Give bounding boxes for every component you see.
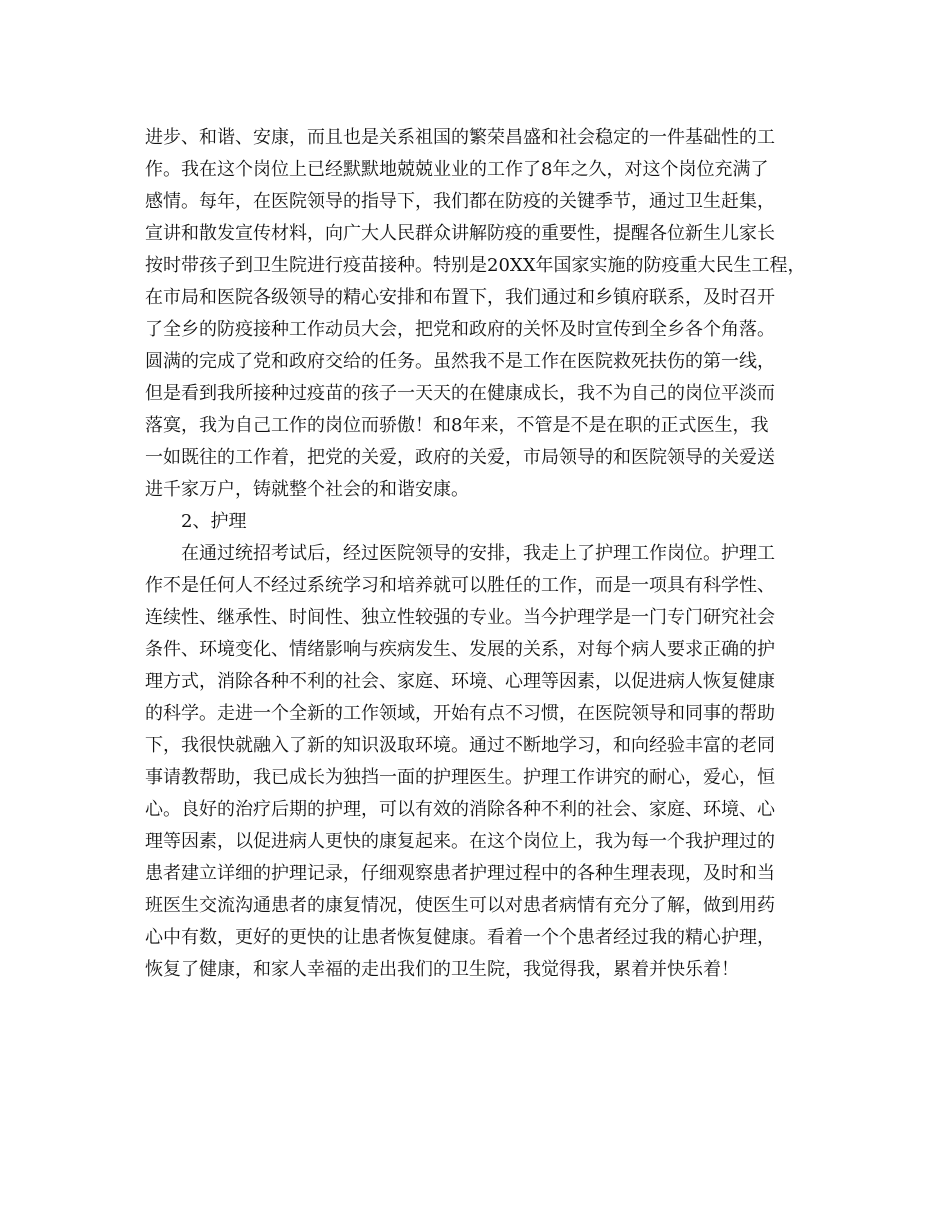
text-line: 的科学。走进一个全新的工作领域，开始有点不习惯，在医院领导和同事的帮助 bbox=[145, 703, 775, 724]
text-line: 事请教帮助，我已成长为独挡一面的护理医生。护理工作讲究的耐心，爱心，恒 bbox=[145, 767, 775, 788]
section-heading: 2、护理 bbox=[181, 511, 247, 532]
text-line: 一如既往的工作着，把党的关爱，政府的关爱，市局领导的和医院领导的关爱送 bbox=[145, 447, 775, 468]
text-line: 下，我很快就融入了新的知识汲取环境。通过不断地学习，和向经验丰富的老同 bbox=[145, 735, 775, 756]
text-line: 但是看到我所接种过疫苗的孩子一天天的在健康成长，我不为自己的岗位平淡而 bbox=[145, 383, 775, 404]
text-line: 在通过统招考试后，经过医院领导的安排，我走上了护理工作岗位。护理工 bbox=[181, 543, 775, 564]
text-line: 理等因素，以促进病人更快的康复起来。在这个岗位上，我为每一个我护理过的 bbox=[145, 831, 775, 852]
text-line: 在市局和医院各级领导的精心安排和布置下，我们通过和乡镇府联系，及时召开 bbox=[145, 287, 775, 308]
text-line: 进步、和谐、安康，而且也是关系祖国的繁荣昌盛和社会稳定的一件基础性的工 bbox=[145, 127, 775, 148]
text-line: 了全乡的防疫接种工作动员大会，把党和政府的关怀及时宣传到全乡各个角落。 bbox=[145, 319, 775, 340]
text-line: 患者建立详细的护理记录，仔细观察患者护理过程中的各种生理表现，及时和当 bbox=[145, 863, 775, 884]
text-line: 进千家万户，铸就整个社会的和谐安康。 bbox=[145, 479, 469, 500]
text-line: 落寞，我为自己工作的岗位而骄傲！和8年来，不管是不是在职的正式医生，我 bbox=[145, 415, 769, 436]
text-line: 心中有数，更好的更快的让患者恢复健康。看着一个个患者经过我的精心护理， bbox=[145, 927, 775, 948]
text-line: 按时带孩子到卫生院进行疫苗接种。特别是20XX年国家实施的防疫重大民生工程， bbox=[145, 255, 806, 276]
text-line: 心。良好的治疗后期的护理，可以有效的消除各种不利的社会、家庭、环境、心 bbox=[145, 799, 775, 820]
text-line: 恢复了健康，和家人幸福的走出我们的卫生院，我觉得我，累着并快乐着！ bbox=[145, 959, 739, 980]
text-line: 圆满的完成了党和政府交给的任务。虽然我不是工作在医院救死扶伤的第一线， bbox=[145, 351, 775, 372]
text-line: 作。我在这个岗位上已经默默地兢兢业业的工作了8年之久，对这个岗位充满了 bbox=[145, 159, 769, 180]
text-line: 感情。每年，在医院领导的指导下，我们都在防疫的关键季节，通过卫生赶集， bbox=[145, 191, 775, 212]
text-line: 宣讲和散发宣传材料，向广大人民群众讲解防疫的重要性，提醒各位新生儿家长 bbox=[145, 223, 775, 244]
text-line: 理方式，消除各种不利的社会、家庭、环境、心理等因素，以促进病人恢复健康 bbox=[145, 671, 775, 692]
text-line: 班医生交流沟通患者的康复情况，使医生可以对患者病情有充分了解，做到用药 bbox=[145, 895, 775, 916]
text-line: 连续性、继承性、时间性、独立性较强的专业。当今护理学是一门专门研究社会 bbox=[145, 607, 775, 628]
text-line: 条件、环境变化、情绪影响与疾病发生、发展的关系，对每个病人要求正确的护 bbox=[145, 639, 775, 660]
text-line: 作不是任何人不经过系统学习和培养就可以胜任的工作，而是一项具有科学性、 bbox=[145, 575, 775, 596]
